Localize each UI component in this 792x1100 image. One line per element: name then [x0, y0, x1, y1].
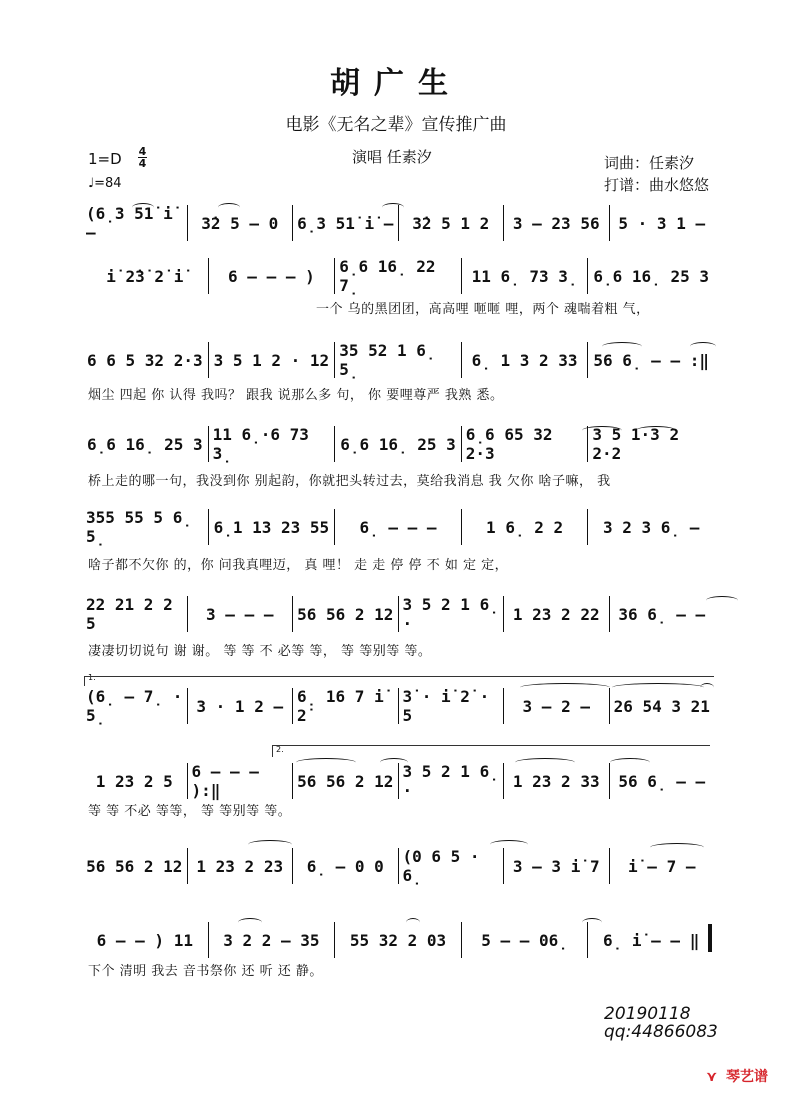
watermark-text: 琴艺谱	[726, 1069, 768, 1085]
measure: 3 2 2 – 35	[209, 922, 336, 958]
measure: 6̣ i̇ – – ‖	[603, 930, 700, 950]
measure: 6̣6 16̣ 25 3	[82, 426, 209, 462]
watermark-logo	[706, 1066, 768, 1086]
score-row	[82, 763, 714, 799]
slur-arc	[132, 203, 154, 212]
measure: 3 – – –	[188, 596, 294, 632]
measure: 6̣ 1 3 2 33	[462, 342, 589, 378]
measure: 22 21 2 2 5	[82, 596, 188, 632]
lyric-line: 桥上走的哪一句，我没到你 别起韵，你就把头转过去，莫给我消息 我 欠你 啥子嘛， 我	[88, 474, 611, 489]
volta-first-label: 1.	[88, 673, 96, 682]
measure: 1 6̣ 2 2	[462, 509, 589, 545]
slur-arc	[238, 918, 262, 927]
lyric-line: 等 等 不必 等等， 等 等别等 等。	[88, 804, 292, 819]
measure: 35 52 1 6̣ 5̣	[335, 342, 462, 378]
measure: 26 54 3 21	[613, 696, 710, 716]
slur-arc	[515, 758, 575, 767]
measure: 6̣6 65 32 2·3	[462, 426, 589, 462]
score-row	[82, 922, 714, 958]
slur-arc	[636, 426, 676, 435]
measure: 3 – 2 –	[504, 688, 610, 724]
slur-arc	[602, 342, 642, 351]
measure: 11 6̣ 73 3̣	[462, 258, 589, 294]
measure: 56 6̣ – – :‖	[593, 350, 709, 370]
volta-second-line	[272, 745, 710, 746]
slur-arc	[582, 426, 622, 435]
subtitle: 电影《无名之辈》宣传推广曲	[285, 115, 507, 135]
volta-first-line	[84, 676, 714, 677]
measure: 3 5 1·3 2 2·2	[592, 425, 680, 463]
slur-arc	[490, 840, 528, 849]
slur-arc	[380, 758, 408, 767]
measure: 6̣6 16̣ 22 7̣	[335, 258, 462, 294]
time-signature-top: 4	[138, 145, 147, 158]
volta-first-tick	[84, 676, 85, 686]
measure: 3̇2 5 – 0	[188, 205, 294, 241]
measure: 6̣ – 0 0	[293, 848, 399, 884]
score-row	[82, 509, 714, 545]
score-row	[82, 258, 714, 294]
measure: 6̣3 51̇ i̇ –	[293, 205, 399, 241]
lyric-line: 啥子都不欠你 的，你 问我真哩迈， 真 哩！ 走 走 停 停 不 如 定 定，	[88, 558, 509, 573]
measure: 36 6̣ – –	[618, 604, 706, 624]
measure: 56 56 2 12	[82, 848, 188, 884]
score-row	[82, 596, 714, 632]
measure: 56 56 2 12	[293, 763, 399, 799]
measure: 3̇ · i̇ 2̇ · 5	[399, 688, 505, 724]
measure: 1 23 2 33	[504, 763, 610, 799]
singer-credit: 演唱 任素汐	[352, 148, 432, 166]
measure: i̇ – 7 –	[628, 856, 696, 876]
lyric-line: 一个 乌的黑团团，高高哩 咂咂 哩，两个 魂喘着粗 气，	[316, 302, 650, 317]
measure: 55 32 2 03	[335, 922, 462, 958]
page-title: 胡广生	[330, 66, 462, 101]
slur-arc	[610, 758, 650, 767]
measure: 3 2 3 6̣ –	[603, 517, 700, 537]
slur-arc	[690, 342, 716, 351]
measure: 3 – 3 i̇ 7	[504, 848, 610, 884]
time-signature-bottom: 4	[138, 157, 147, 170]
final-barline	[708, 924, 712, 952]
measure: i̇ 2̇3̇ 2̇ i̇	[82, 258, 209, 294]
lyric-line: 烟尘 四起 你 认得 我吗？ 跟我 说那么多 句， 你 要哩尊严 我熟 悉。	[88, 388, 504, 403]
lyric-line: 凄凄切切说句 谢 谢。 等 等 不 必等 等， 等 等别等 等。	[88, 644, 432, 659]
qq-contact: qq:44866083	[604, 1022, 718, 1042]
measure: 56 56 2 12	[293, 596, 399, 632]
measure: 5 · 3 1 –	[618, 213, 706, 233]
slur-arc	[706, 596, 738, 605]
slur-arc	[700, 683, 714, 692]
logo-icon: ⋎	[706, 1069, 718, 1085]
measure: 3 5 2 1 6̣ ·	[399, 596, 505, 632]
measure: 355 55 5 6̣ 5̣	[82, 509, 209, 545]
measure: 6̣6 16̣ 25 3	[593, 266, 709, 286]
measure: 6̣1 13 23 55	[209, 509, 336, 545]
measure: 5 – – 06̣	[462, 922, 589, 958]
measure: 1 23 2 22	[504, 596, 610, 632]
measure: (6̣ – 7̣ · 5̣	[82, 688, 188, 724]
measure: 3̇2 5 1 2	[399, 205, 505, 241]
measure: 6̣ – – –	[335, 509, 462, 545]
slur-arc	[520, 683, 610, 692]
score-row	[82, 688, 714, 724]
measure: 1 23 2 23	[188, 848, 294, 884]
measure: 6 – – – ):‖	[188, 763, 294, 799]
score-row	[82, 848, 714, 884]
measure: 56 6̣ – –	[618, 771, 706, 791]
measure: (0 6 5 · 6̣	[399, 848, 505, 884]
time-signature	[138, 146, 147, 169]
key-signature: 1=D	[88, 150, 122, 168]
lyricist-credit: 词曲：任素汐	[604, 154, 695, 172]
measure: 6 6 5 32 2·3	[82, 342, 209, 378]
slur-arc	[296, 758, 356, 767]
measure: 3 5 2 1 6̣ ·	[399, 763, 505, 799]
measure: 6 – – – )	[209, 258, 336, 294]
volta-second-tick	[272, 745, 273, 757]
measure: 6̣6 16̣ 25 3	[335, 426, 462, 462]
measure: 1 23 2 5	[82, 763, 188, 799]
transcriber-credit: 打谱：曲水悠悠	[604, 176, 710, 194]
lyric-line: 下个 清明 我去 音书祭你 还 听 还 静。	[88, 964, 323, 979]
slur-arc	[406, 918, 420, 927]
measure: (6̣3 51̇ i̇ –	[82, 205, 188, 241]
measure: 3 5 1 2 · 12	[209, 342, 336, 378]
measure: 6̣ 16 7 i̇ 2̇	[293, 688, 399, 724]
slur-arc	[650, 843, 704, 852]
slur-arc	[582, 918, 602, 927]
measure: 6 – – ) 11	[82, 922, 209, 958]
date-stamp: 20190118	[604, 1004, 691, 1024]
slur-arc	[382, 203, 404, 212]
tempo-marking: ♩=84	[88, 176, 122, 191]
measure: 3 – 23 56	[504, 205, 610, 241]
volta-second-label: 2.	[276, 745, 284, 754]
measure: 3 · 1 2 –	[188, 688, 294, 724]
slur-arc	[218, 203, 240, 212]
slur-arc	[248, 840, 292, 849]
slur-arc	[612, 683, 704, 692]
measure: 11 6̣·6 73 3̣	[209, 426, 336, 462]
